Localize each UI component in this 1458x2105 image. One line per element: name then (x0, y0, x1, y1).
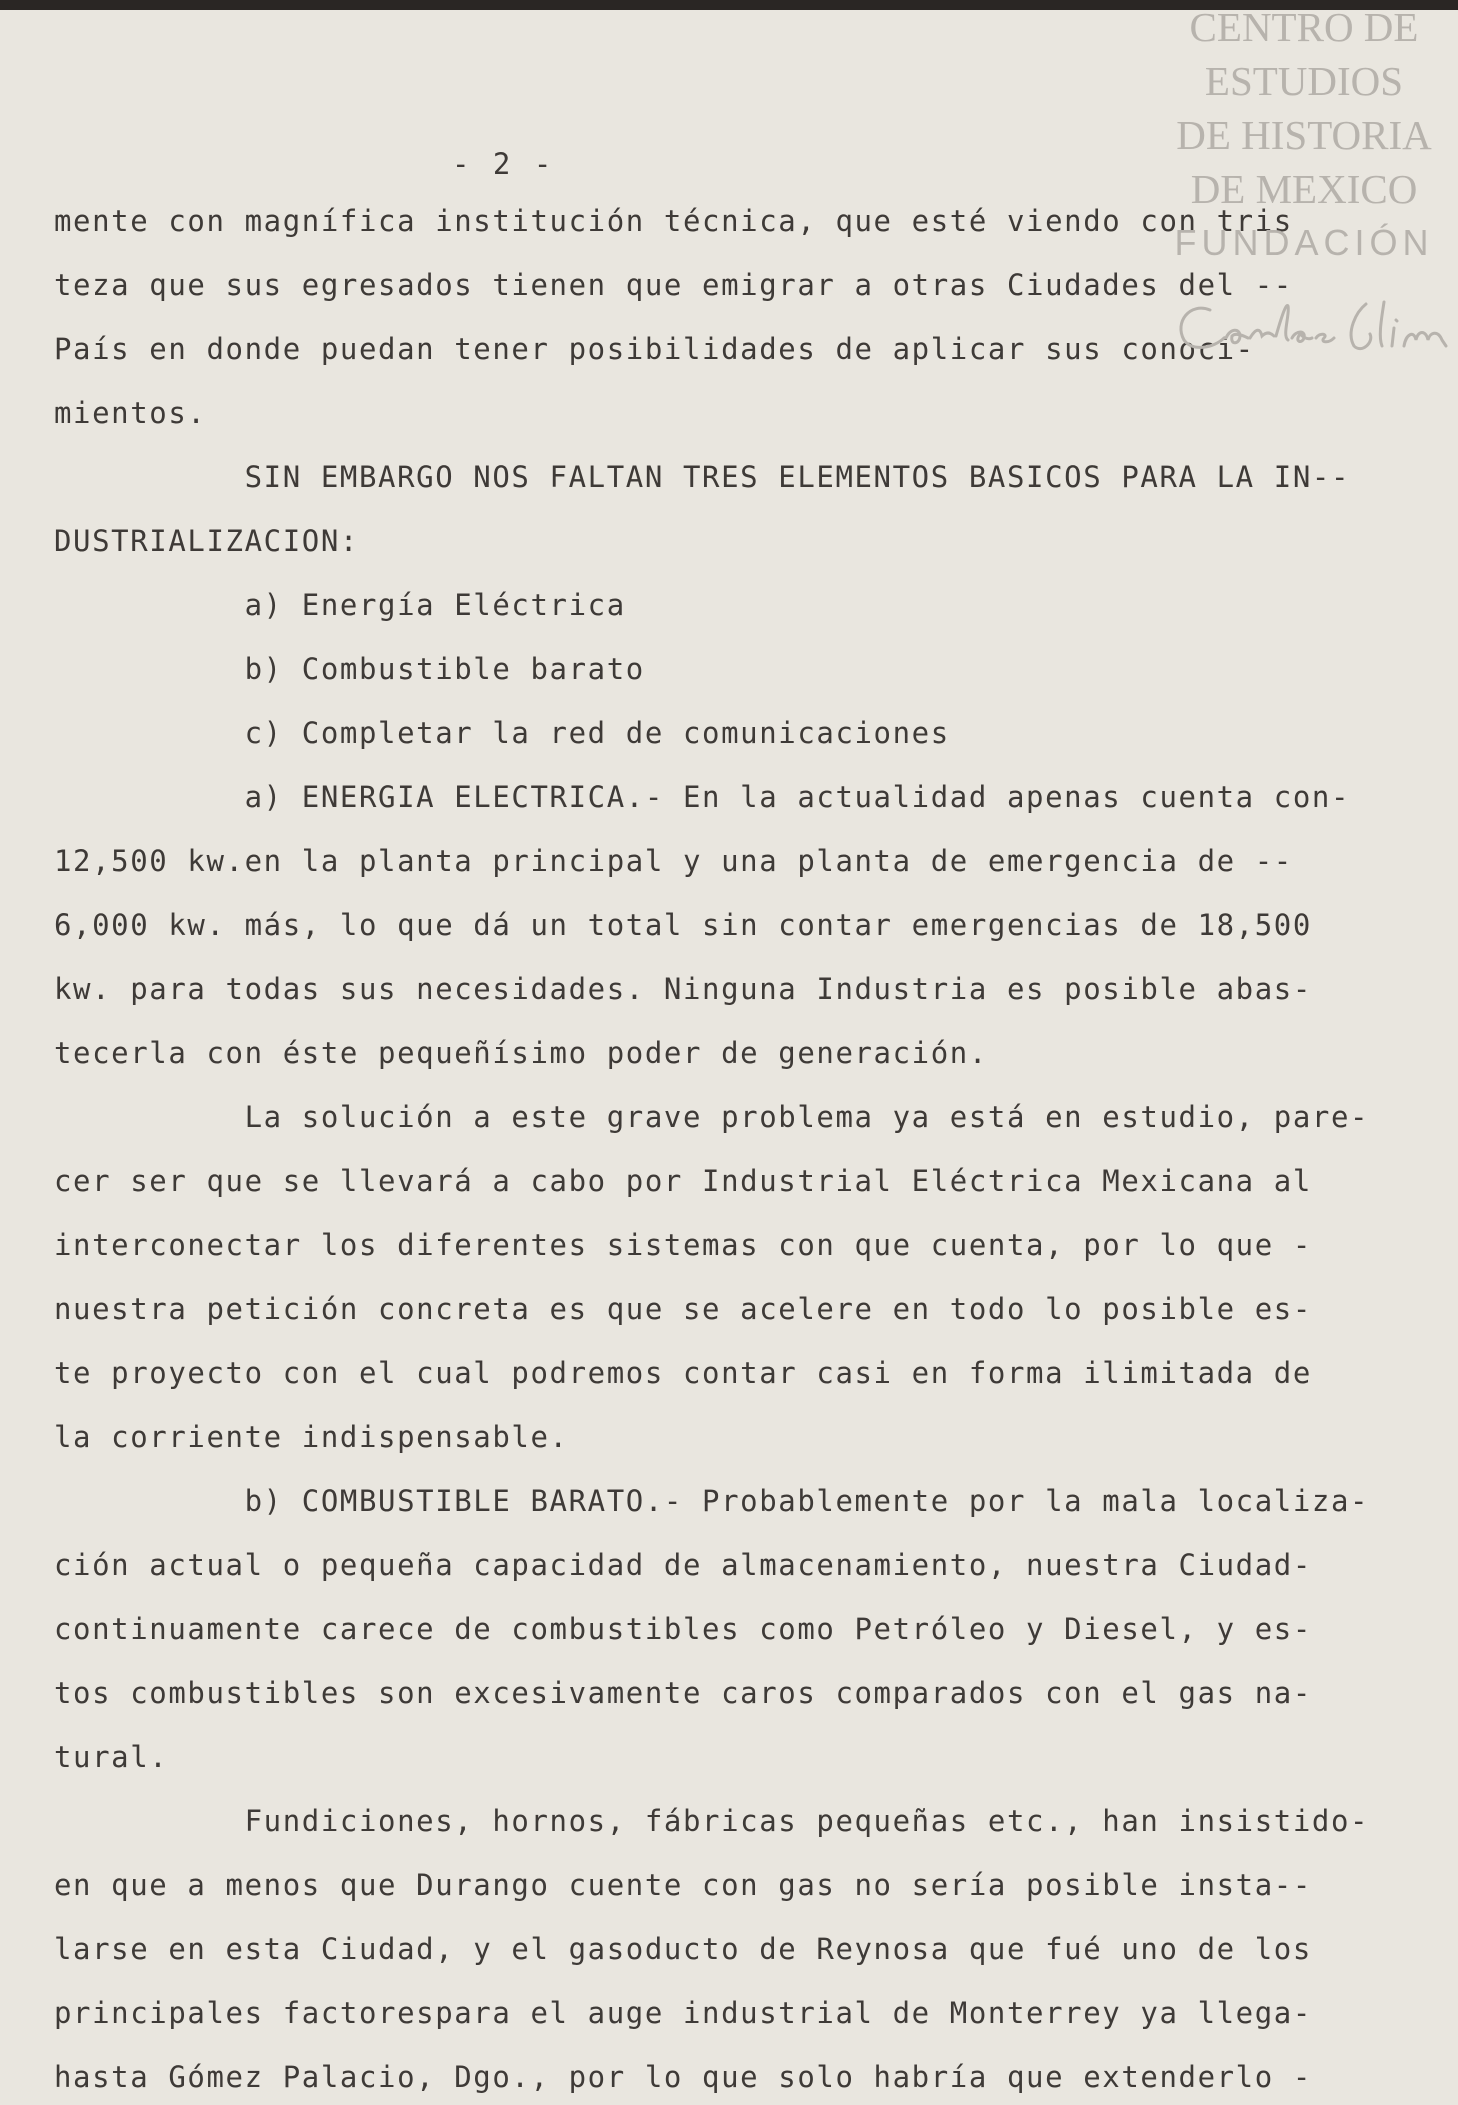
text-line: tural. (54, 1740, 169, 1774)
list-item: c) Completar la red de comunicaciones (54, 716, 950, 750)
watermark-foundation: FUNDACIÓN (1174, 222, 1434, 263)
text-line: La solución a este grave problema ya está en estudio, pare- (54, 1100, 1370, 1134)
text-line: en que a menos que Durango cuente con gas no sería posible insta-- (54, 1868, 1312, 1902)
text-line: tos combustibles son excesivamente caros comparados con el gas na- (54, 1676, 1312, 1710)
text-line: tecerla con éste pequeñísimo poder de generación. (54, 1036, 988, 1070)
text-line: a) ENERGIA ELECTRICA.- En la actualidad apenas cuenta con- (54, 780, 1351, 814)
signature-icon (1170, 292, 1458, 362)
text-line: b) COMBUSTIBLE BARATO.- Probablemente por la mala localiza- (54, 1484, 1370, 1518)
text-line: la corriente indispensable. (54, 1420, 569, 1454)
text-line: Fundiciones, hornos, fábricas pequeñas etc., han insistido- (54, 1804, 1370, 1838)
text-line: interconectar los diferentes sistemas con que cuenta, por lo que - (54, 1228, 1312, 1262)
text-line: larse en esta Ciudad, y el gasoducto de Reynosa que fué uno de los (54, 1932, 1312, 1966)
text-line: continuamente carece de combustibles como Petróleo y Diesel, y es- (54, 1612, 1312, 1646)
watermark-line: ESTUDIOS (1204, 58, 1404, 104)
text-line: 6,000 kw. más, lo que dá un total sin contar emergencias de 18,500 (54, 908, 1312, 942)
text-line: SIN EMBARGO NOS FALTAN TRES ELEMENTOS BASICOS PARA LA IN-- (54, 460, 1351, 494)
watermark-line: DE MEXICO (1190, 166, 1418, 212)
text-line: cer ser que se llevará a cabo por Industrial Eléctrica Mexicana al (54, 1164, 1312, 1198)
text-line: nuestra petición concreta es que se acelere en todo lo posible es- (54, 1292, 1312, 1326)
text-line: kw. para todas sus necesidades. Ninguna Industria es posible abas- (54, 972, 1312, 1006)
page-number: - 2 - (452, 147, 555, 181)
text-line: mientos. (54, 396, 207, 430)
text-line: 12,500 kw.en la planta principal y una planta de emergencia de -- (54, 844, 1293, 878)
list-item: a) Energía Eléctrica (54, 588, 626, 622)
watermark-line: CENTRO DE (1189, 4, 1419, 50)
text-line: ción actual o pequeña capacidad de almacenamiento, nuestra Ciudad- (54, 1548, 1312, 1582)
text-line: mente con magnífica institución técnica, que esté viendo con tris (54, 204, 1293, 238)
list-item: b) Combustible barato (54, 652, 645, 686)
archive-watermark (1150, 0, 1458, 360)
text-line: DUSTRIALIZACION: (54, 524, 359, 558)
text-line: te proyecto con el cual podremos contar casi en forma ilimitada de (54, 1356, 1312, 1390)
text-line: País en donde puedan tener posibilidades de aplicar sus conoci- (54, 332, 1255, 366)
text-line: hasta Gómez Palacio, Dgo., por lo que solo habría que extenderlo - (54, 2060, 1312, 2094)
text-line: principales factorespara el auge industrial de Monterrey ya llega- (54, 1996, 1312, 2030)
watermark-line: DE HISTORIA (1176, 112, 1432, 158)
text-line: teza que sus egresados tienen que emigrar a otras Ciudades del -- (54, 268, 1293, 302)
